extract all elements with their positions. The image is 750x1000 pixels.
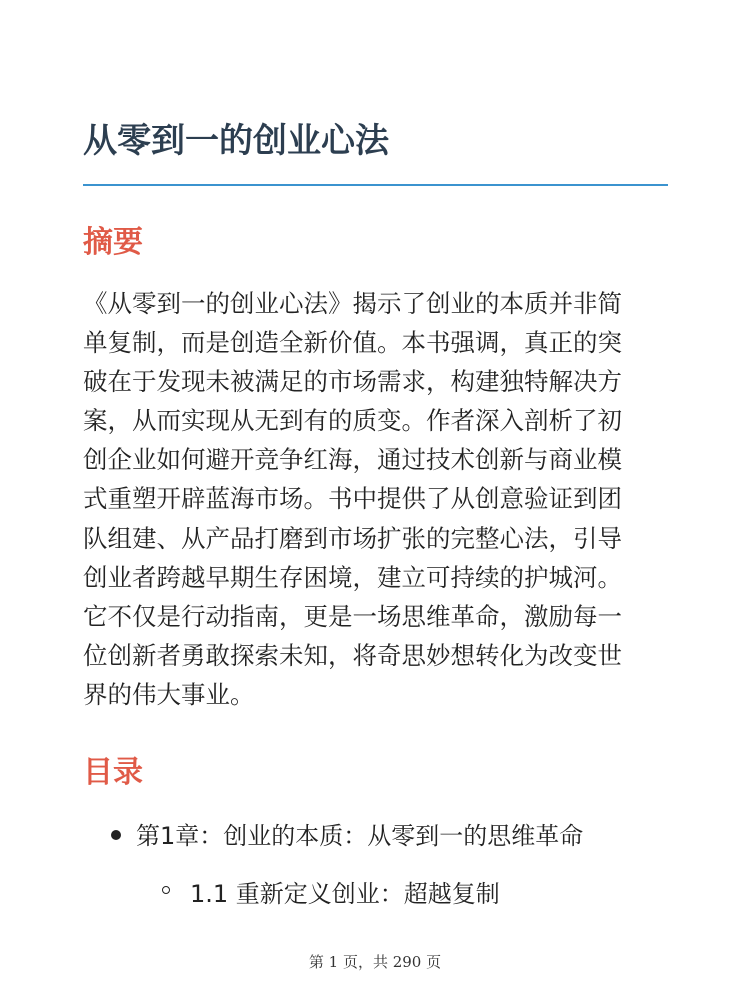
- document-title: 从零到一的创业心法: [83, 121, 389, 161]
- summary-line: 创企业如何避开竞争红海，通过技术创新与商业模: [83, 445, 622, 475]
- summary-heading: 摘要: [83, 225, 143, 260]
- bullet-disc-icon: [111, 830, 121, 840]
- summary-line: 队组建、从产品打磨到市场扩张的完整心法，引导: [83, 523, 622, 553]
- summary-line: 案，从而实现从无到有的质变。作者深入剖析了初: [83, 406, 622, 436]
- summary-line: 破在于发现未被满足的市场需求，构建独特解决方: [83, 367, 622, 397]
- summary-line: 《从零到一的创业心法》揭示了创业的本质并非简: [83, 289, 622, 318]
- bullet-circle-icon: [162, 886, 170, 894]
- summary-paragraph: [83, 284, 668, 714]
- summary-line: 单复制，而是创造全新价值。本书强调，真正的突: [83, 328, 622, 358]
- toc-section-item[interactable]: 1.1 重新定义创业：超越复制: [190, 880, 500, 908]
- title-divider: [83, 184, 668, 186]
- summary-line: 它不仅是行动指南，更是一场思维革命，激励每一: [83, 601, 622, 631]
- toc-chapter-item[interactable]: 第1章：创业的本质：从零到一的思维革命: [136, 822, 584, 850]
- page-number-footer: 第 1 页，共 290 页: [308, 953, 442, 971]
- summary-line: 式重塑开辟蓝海市场。书中提供了从创意验证到团: [83, 484, 622, 514]
- toc-heading: 目录: [83, 755, 143, 790]
- summary-line: 界的伟大事业。: [83, 679, 255, 709]
- summary-line: 位创新者勇敢探索未知，将奇思妙想转化为改变世: [83, 640, 622, 670]
- summary-line: 创业者跨越早期生存困境，建立可持续的护城河。: [83, 562, 622, 592]
